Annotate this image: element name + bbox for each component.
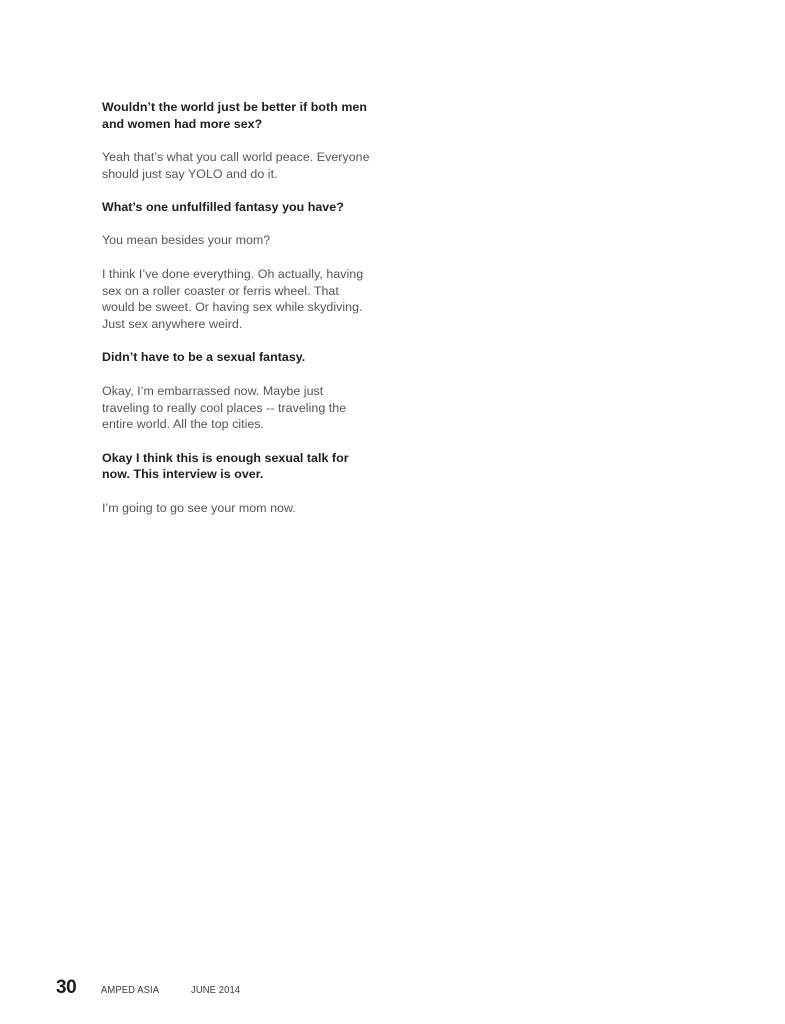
text-line: would be sweet. Or having sex while skydiving. [102, 300, 363, 315]
question-fantasy [102, 199, 397, 216]
answer-world-peace [102, 149, 397, 183]
answer-besides-mom [102, 232, 397, 249]
question-interview-over [102, 450, 397, 484]
issue-date: JUNE 2014 [191, 984, 241, 996]
text-line: Wouldn’t the world just be better if both men [102, 100, 367, 114]
question-not-sexual [102, 349, 397, 366]
page-footer [56, 975, 356, 1001]
text-line: entire world. All the top cities. [102, 417, 265, 432]
text-line: sex on a roller coaster or ferris wheel. That [102, 283, 339, 298]
text-line: Okay, I’m embarrassed now. Maybe just [102, 383, 324, 398]
text-line: You mean besides your mom? [102, 233, 271, 248]
answer-see-mom [102, 500, 397, 517]
page-number: 30 [56, 977, 77, 998]
text-line: What’s one unfulfilled fantasy you have? [102, 200, 344, 215]
text-line: Didn’t have to be a sexual fantasy. [102, 350, 306, 365]
answer-traveling [102, 383, 397, 433]
text-line: traveling to really cool places -- traveling the [102, 400, 347, 415]
interview-column [102, 99, 397, 517]
text-line: Okay I think this is enough sexual talk for [102, 450, 349, 465]
text-line: I think I’ve done everything. Oh actually, having [102, 266, 364, 281]
question-world-better [102, 99, 397, 133]
text-line: Yeah that’s what you call world peace. Everyone [102, 150, 370, 165]
answer-done-everything [102, 266, 397, 333]
text-line: and women had more sex? [102, 116, 263, 131]
text-line: Just sex anywhere weird. [102, 317, 243, 332]
text-line: should just say YOLO and do it. [102, 166, 278, 181]
magazine-name: AMPED ASIA [101, 984, 160, 996]
text-line: now. This interview is over. [102, 467, 264, 482]
text-line: I’m going to go see your mom now. [102, 500, 296, 515]
